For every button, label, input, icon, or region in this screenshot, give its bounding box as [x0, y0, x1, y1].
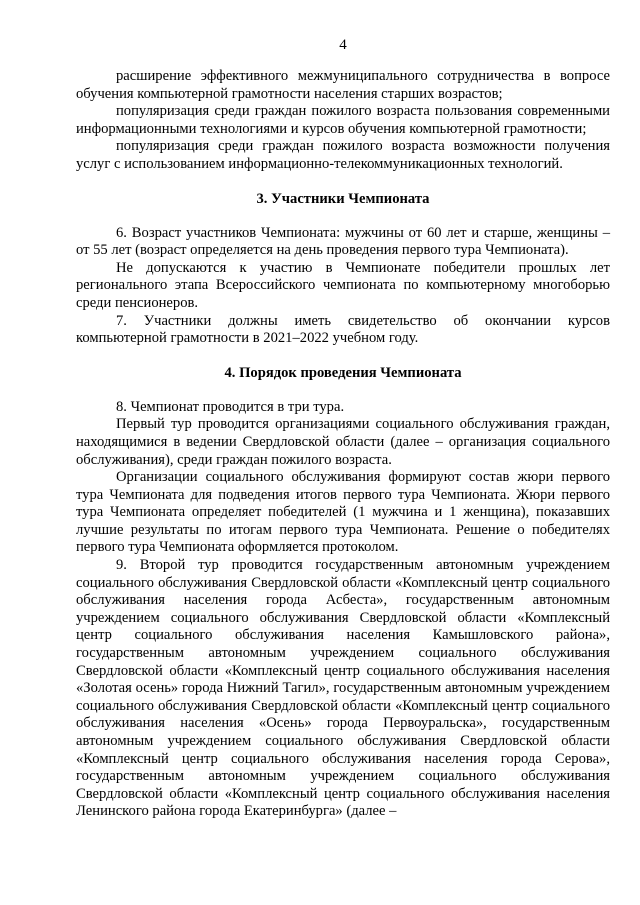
page-number: 4 [339, 37, 347, 53]
section-3-paragraph-1: 6. Возраст участников Чемпионата: мужчины от 60 лет и старше, женщины – от 55 лет (возраст определяется на день проведения первого тура Чемпионата). [76, 224, 610, 259]
section-4-heading: 4. Порядок проведения Чемпионата [224, 364, 462, 381]
section-4-paragraph-3: Организации социального обслуживания формируют состав жюри первого тура Чемпионата для подведения итогов первого тура Чемпионата. Жюри первого тура Чемпионата определяет победителей (1 мужчина и 1 женщина), показавших лучшие результаты по итогам первого тура Чемпионата. Решение о победителях первого тура Чемпионата оформляется протоколом. [76, 469, 610, 556]
document-page [76, 36, 610, 821]
section-3-paragraph-3: 7. Участники должны иметь свидетельство об окончании курсов компьютерной грамотности в 2021–2022 учебном году. [76, 312, 610, 347]
section-4-paragraph-2: Первый тур проводится организациями социального обслуживания граждан, находящимися в ведении Свердловской области (далее – организация социального обслуживания), среди граждан пожилого возраста. [76, 416, 610, 468]
intro-paragraph-3: популяризация среди граждан пожилого возраста возможности получения услуг с использованием информационно-телекоммуникационных технологий. [76, 138, 610, 172]
section-4-paragraph-4: 9. Второй тур проводится государственным автономным учреждением социального обслуживания Свердловской области «Комплексный центр социального обслуживания населения города Асбеста», государственным автономным учреждением социального обслуживания Свердловской области «Комплексный центр социального обслуживания населения Камышловского района», государственным автономным учреждением социального обслуживания Свердловской области «Комплексный центр социального обслуживания населения «Золотая осень» города Нижний Тагил», государственным автономным учреждением социального обслуживания Свердловской области «Комплексный центр социального обслуживания населения «Осень» города Первоуральска», государственным автономным учреждением социального обслуживания Свердловской области «Комплексный центр социального обслуживания населения города Серова», государственным автономным учреждением социального обслуживания Свердловской области «Комплексный центр социального обслуживания населения Ленинского района города Екатеринбурга» (далее – [76, 557, 610, 820]
intro-paragraph-1: расширение эффективного межмуниципального сотрудничества в вопросе обучения компьютерной грамотности населения старших возрастов; [76, 68, 610, 102]
section-3-paragraph-2: Не допускаются к участию в Чемпионате победители прошлых лет регионального этапа Всероссийского чемпионата по компьютерному многоборью среди пенсионеров. [76, 259, 610, 311]
section-3-heading: 3. Участники Чемпионата [256, 190, 430, 207]
intro-paragraph-2: популяризация среди граждан пожилого возраста пользования современными информационными технологиями и курсов обучения компьютерной грамотности; [76, 103, 610, 137]
section-4-paragraph-1: 8. Чемпионат проводится в три тура. [116, 398, 345, 415]
